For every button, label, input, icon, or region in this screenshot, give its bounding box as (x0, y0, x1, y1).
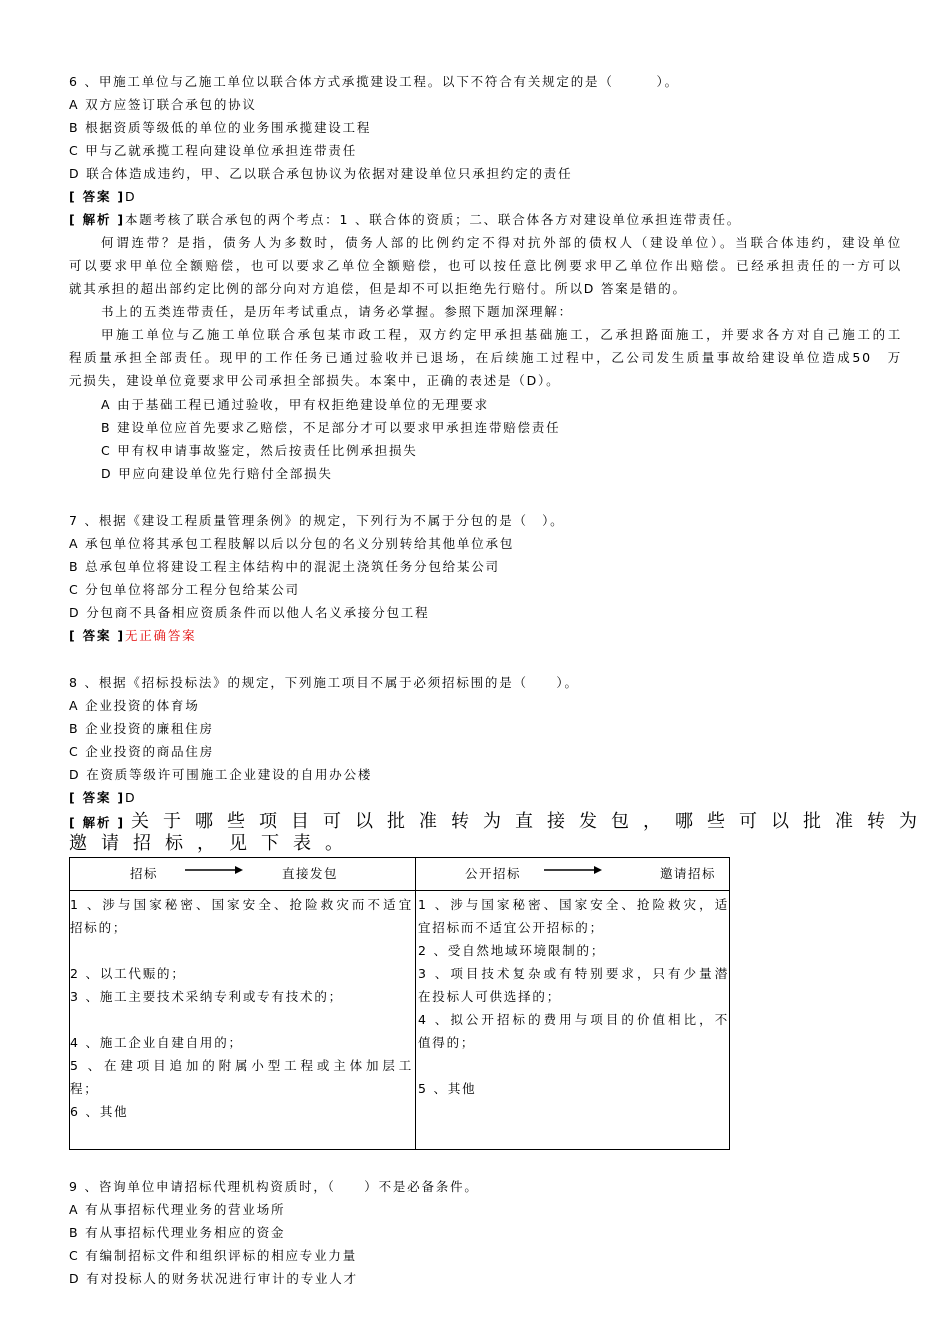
answer-label: [ 答案 ] (69, 790, 125, 805)
q6-analysis (69, 212, 741, 228)
q7-answer (69, 628, 196, 644)
q7-stem: 7 、根据《建设工程质量管理条例》的规定，下列行为不属于分包的是（ ）。 (69, 513, 565, 528)
q6-para1-line3: 就其承担的超出部约定比例的部分向对方追偿，但是却不可以拒绝先行赔付。所以D 答案是错的。 (69, 281, 687, 296)
q9-option-d: D 有对投标人的财务状况进行审计的专业人才 (69, 1271, 358, 1286)
q6-answer (69, 189, 136, 205)
q9-stem: 9 、咨询单位申请招标代理机构资质时，（ ）不是必备条件。 (69, 1179, 479, 1194)
q6-sub-option-b: B 建设单位应首先要求乙赔偿，不足部分才可以要求甲承担连带赔偿责任 (101, 420, 561, 435)
right-arrow-icon (185, 863, 245, 877)
answer-value: D (124, 790, 137, 805)
table-right-row: 宜招标而不适宜公开招标的； (418, 920, 604, 935)
answer-value: 无正确答案 (124, 628, 197, 643)
q9-option-b: B 有从事招标代理业务相应的资金 (69, 1225, 286, 1240)
q8-answer (69, 790, 136, 806)
q6-option-d: D 联合体造成违约，甲、乙以联合承包协议为依据对建设单位只承担约定的责任 (69, 166, 573, 181)
table-right-from: 公开招标 (465, 866, 522, 881)
q6-para3-line2: 程质量承担全部责任。现甲的工作任务已通过验收并已退场，在后续施工过程中，乙公司发生质量事故给建设单位造成50 万 (69, 350, 902, 365)
q8-option-d: D 在资质等级许可围施工企业建设的自用办公楼 (69, 767, 373, 782)
q8-analysis-line2: 邀请招标，见下表。 (69, 833, 357, 854)
table-left-to: 直接发包 (282, 866, 339, 881)
q6-sub-option-c: C 甲有权申请事故鉴定，然后按责任比例承担损失 (101, 443, 418, 458)
q6-para1-line2: 可以要求甲单位全额赔偿，也可以要求乙单位全额赔偿，也可以按任意比例要求甲乙单位作出赔偿。已经承担责任的一方可以 (69, 258, 902, 273)
answer-value: D (124, 189, 137, 204)
table-right-row: 5 、其他 (418, 1081, 477, 1096)
q6-sub-option-d: D 甲应向建设单位先行赔付全部损失 (101, 466, 333, 481)
q8-analysis-line1: 关于哪些项目可以批准转为直接发包，哪些可以批准转为 (131, 811, 931, 832)
table-header-rule (70, 890, 729, 891)
table-left-row: 程； (70, 1081, 99, 1096)
table-left-row: 3 、施工主要技术采纳专利或专有技术的； (70, 989, 343, 1004)
table-left-row: 4 、施工企业自建自用的； (70, 1035, 243, 1050)
table-left-row: 招标的； (70, 920, 128, 935)
answer-label: [ 答案 ] (69, 189, 125, 204)
q6-option-c: C 甲与乙就承揽工程向建设单位承担连带责任 (69, 143, 358, 158)
q8-option-b: B 企业投资的廉租住房 (69, 721, 214, 736)
table-right-to: 邀请招标 (660, 866, 717, 881)
table-divider (415, 858, 416, 1149)
analysis-label: [ 解析 ] (69, 212, 125, 227)
q6-para3-line3: 元损失，建设单位竟要求甲公司承担全部损失。本案中，正确的表述是（D）。 (69, 373, 561, 388)
q6-option-b: B 根据资质等级低的单位的业务围承揽建设工程 (69, 120, 372, 135)
q9-option-c: C 有编制招标文件和组织评标的相应专业力量 (69, 1248, 358, 1263)
table-right-row: 2 、受自然地域环境限制的； (418, 943, 606, 958)
q8-analysis-label: [ 解析 ] (69, 815, 125, 830)
q7-option-b: B 总承包单位将建设工程主体结构中的混泥土浇筑任务分包给某公司 (69, 559, 500, 574)
q7-option-c: C 分包单位将部分工程分包给某公司 (69, 582, 300, 597)
q9-option-a: A 有从事招标代理业务的营业场所 (69, 1202, 286, 1217)
q6-para3-line1: 甲施工单位与乙施工单位联合承包某市政工程，双方约定甲承担基础施工，乙承担路面施工，并要求各方对自己施工的工 (101, 327, 902, 342)
table-right-row: 1 、涉与国家秘密、国家安全、抢险救灾，适 (418, 897, 729, 912)
answer-label: [ 答案 ] (69, 628, 125, 643)
q6-option-a: A 双方应签订联合承包的协议 (69, 97, 257, 112)
table-left-row: 6 、其他 (70, 1104, 129, 1119)
table-right-row: 4 、拟公开招标的费用与项目的价值相比，不 (418, 1012, 729, 1027)
q8-option-a: A 企业投资的体育场 (69, 698, 200, 713)
q6-stem: 6 、甲施工单位与乙施工单位以联合体方式承揽建设工程。以下不符合有关规定的是（ ）。 (69, 74, 679, 89)
q6-para1-line1: 何谓连带？是指，债务人为多数时，债务人部的比例约定不得对抗外部的债权人（建设单位）。当联合体违约，建设单位 (101, 235, 902, 250)
table-right-row: 在投标人可供选择的； (418, 989, 562, 1004)
right-arrow-icon (544, 863, 604, 877)
q8-stem: 8 、根据《招标投标法》的规定，下列施工项目不属于必须招标围的是（ ）。 (69, 675, 579, 690)
q7-option-d: D 分包商不具备相应资质条件而以他人名义承接分包工程 (69, 605, 430, 620)
q6-para2: 书上的五类连带责任，是历年考试重点，请务必掌握。参照下题加深理解： (101, 304, 573, 319)
table-left-row: 1 、涉与国家秘密、国家安全、抢险救灾而不适宜 (70, 897, 413, 912)
table-left-row: 2 、以工代赈的； (70, 966, 186, 981)
tendering-table (69, 857, 730, 1150)
q6-sub-option-a: A 由于基础工程已通过验收，甲有权拒绝建设单位的无理要求 (101, 397, 489, 412)
table-right-row: 值得的； (418, 1035, 476, 1050)
q8-option-c: C 企业投资的商品住房 (69, 744, 215, 759)
analysis-text: 本题考核了联合承包的两个考点：1 、联合体的资质；二、联合体各方对建设单位承担连带责任。 (124, 212, 742, 227)
table-right-row: 3 、项目技术复杂或有特别要求，只有少量潜 (418, 966, 729, 981)
table-left-from: 招标 (130, 866, 159, 881)
table-left-row: 5 、在建项目追加的附属小型工程或主体加层工 (70, 1058, 413, 1073)
q7-option-a: A 承包单位将其承包工程肢解以后以分包的名义分别转给其他单位承包 (69, 536, 515, 551)
